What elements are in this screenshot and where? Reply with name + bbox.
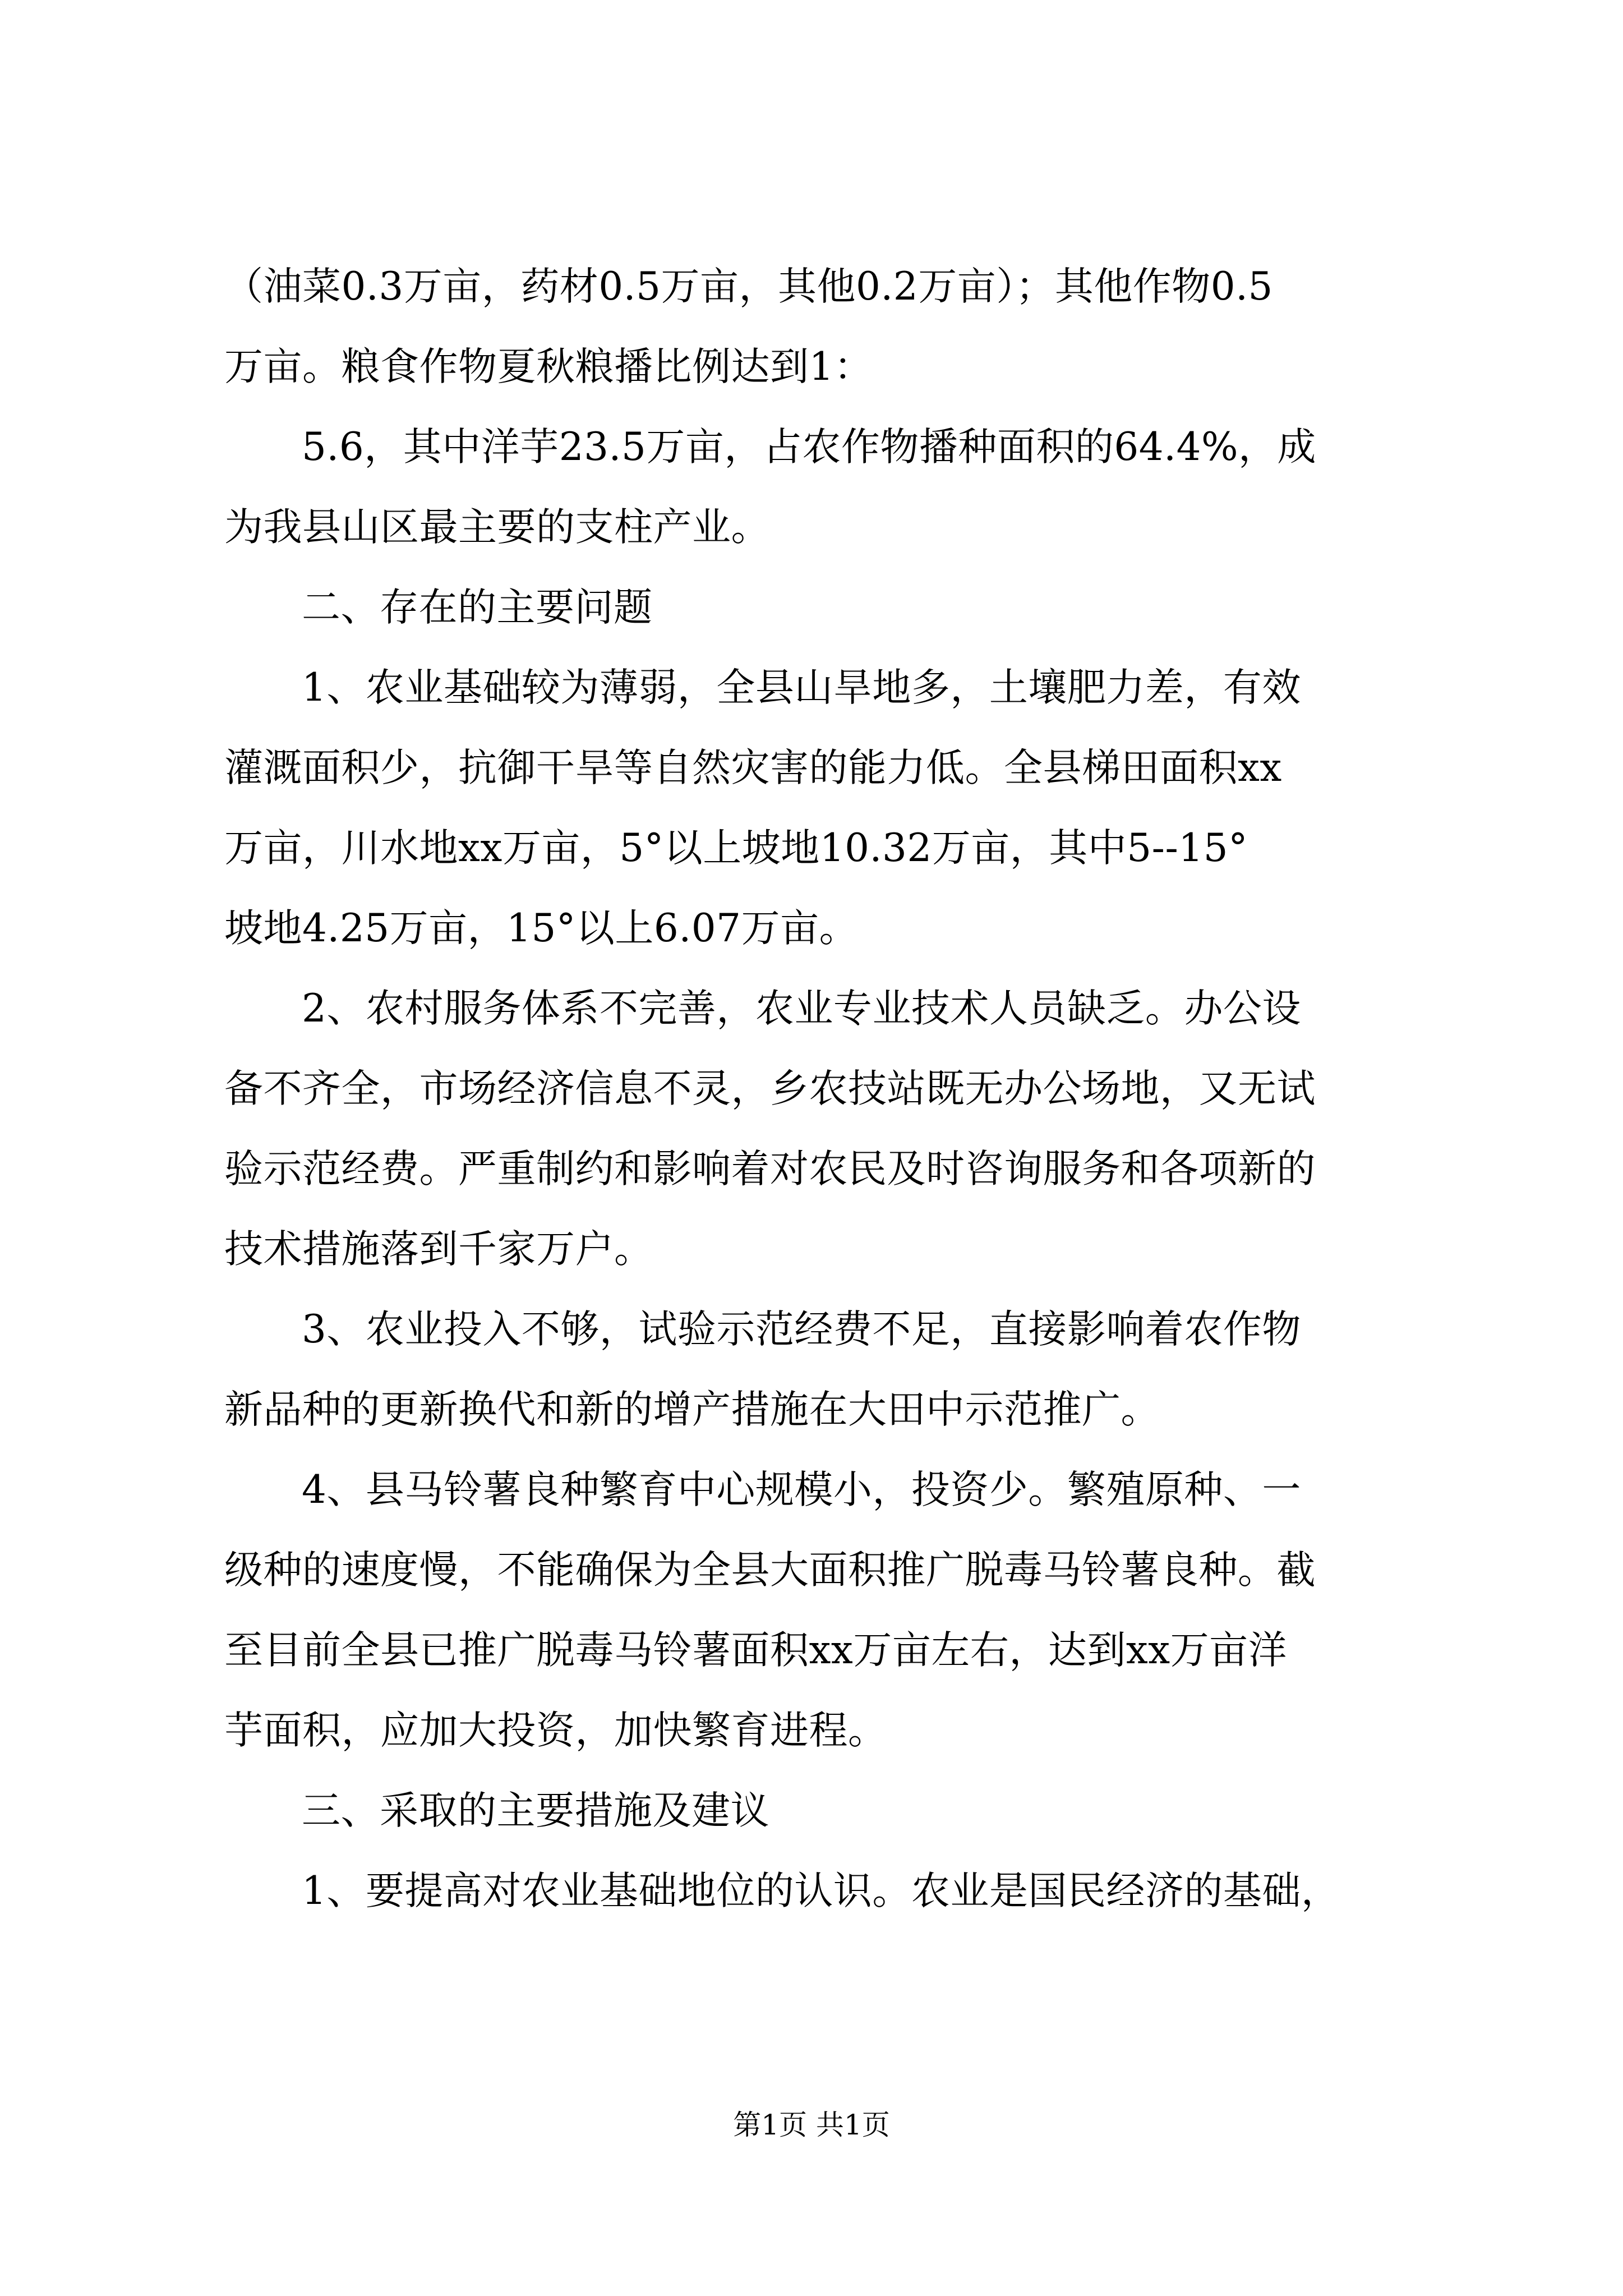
text-line-10: 2、农村服务体系不完善，农业专业技术人员缺乏。办公设 bbox=[302, 986, 1301, 1031]
text-line-07: 灌溉面积少，抗御干旱等自然灾害的能力低。全县梯田面积xx bbox=[224, 746, 1282, 790]
text-line-13: 技术措施落到千家万户。 bbox=[224, 1227, 653, 1272]
text-line-04: 为我县山区最主要的支柱产业。 bbox=[224, 505, 770, 550]
text-line-01: （油菜0.3万亩，药材0.5万亩，其他0.2万亩）；其他作物0.5 bbox=[224, 264, 1273, 309]
text-line-17: 级种的速度慢，不能确保为全县大面积推广脱毒马铃薯良种。截 bbox=[224, 1548, 1316, 1593]
text-line-14: 3、农业投入不够，试验示范经费不足，直接影响着农作物 bbox=[302, 1307, 1301, 1352]
section-heading-measures: 三、采取的主要措施及建议 bbox=[302, 1788, 769, 1833]
text-line-06: 1、农业基础较为薄弱，全县山旱地多，土壤肥力差，有效 bbox=[302, 665, 1301, 710]
text-line-03: 5.6，其中洋芋23.5万亩，占农作物播种面积的64.4%，成 bbox=[302, 425, 1317, 470]
text-line-18: 至目前全县已推广脱毒马铃薯面积xx万亩左右，达到xx万亩洋 bbox=[224, 1628, 1288, 1673]
text-line-21: 1、要提高对农业基础地位的认识。农业是国民经济的基础， bbox=[302, 1869, 1340, 1913]
section-heading-problems: 二、存在的主要问题 bbox=[302, 585, 653, 630]
text-line-02: 万亩。粮食作物夏秋粮播比例达到1： bbox=[224, 344, 873, 389]
page-number-footer: 第1页 共1页 bbox=[733, 2109, 890, 2141]
text-line-15: 新品种的更新换代和新的增产措施在大田中示范推广。 bbox=[224, 1387, 1160, 1432]
text-line-19: 芋面积，应加大投资，加快繁育进程。 bbox=[224, 1708, 887, 1753]
text-line-12: 验示范经费。严重制约和影响着对农民及时咨询服务和各项新的 bbox=[224, 1147, 1316, 1191]
text-line-11: 备不齐全，市场经济信息不灵，乡农技站既无办公场地，又无试 bbox=[224, 1066, 1316, 1111]
text-line-16: 4、县马铃薯良种繁育中心规模小，投资少。繁殖原种、一 bbox=[302, 1467, 1301, 1512]
text-line-08: 万亩，川水地xx万亩，5°以上坡地10.32万亩，其中5--15° bbox=[224, 826, 1248, 871]
text-line-09: 坡地4.25万亩，15°以上6.07万亩。 bbox=[224, 906, 859, 951]
document-body bbox=[224, 247, 1430, 1931]
